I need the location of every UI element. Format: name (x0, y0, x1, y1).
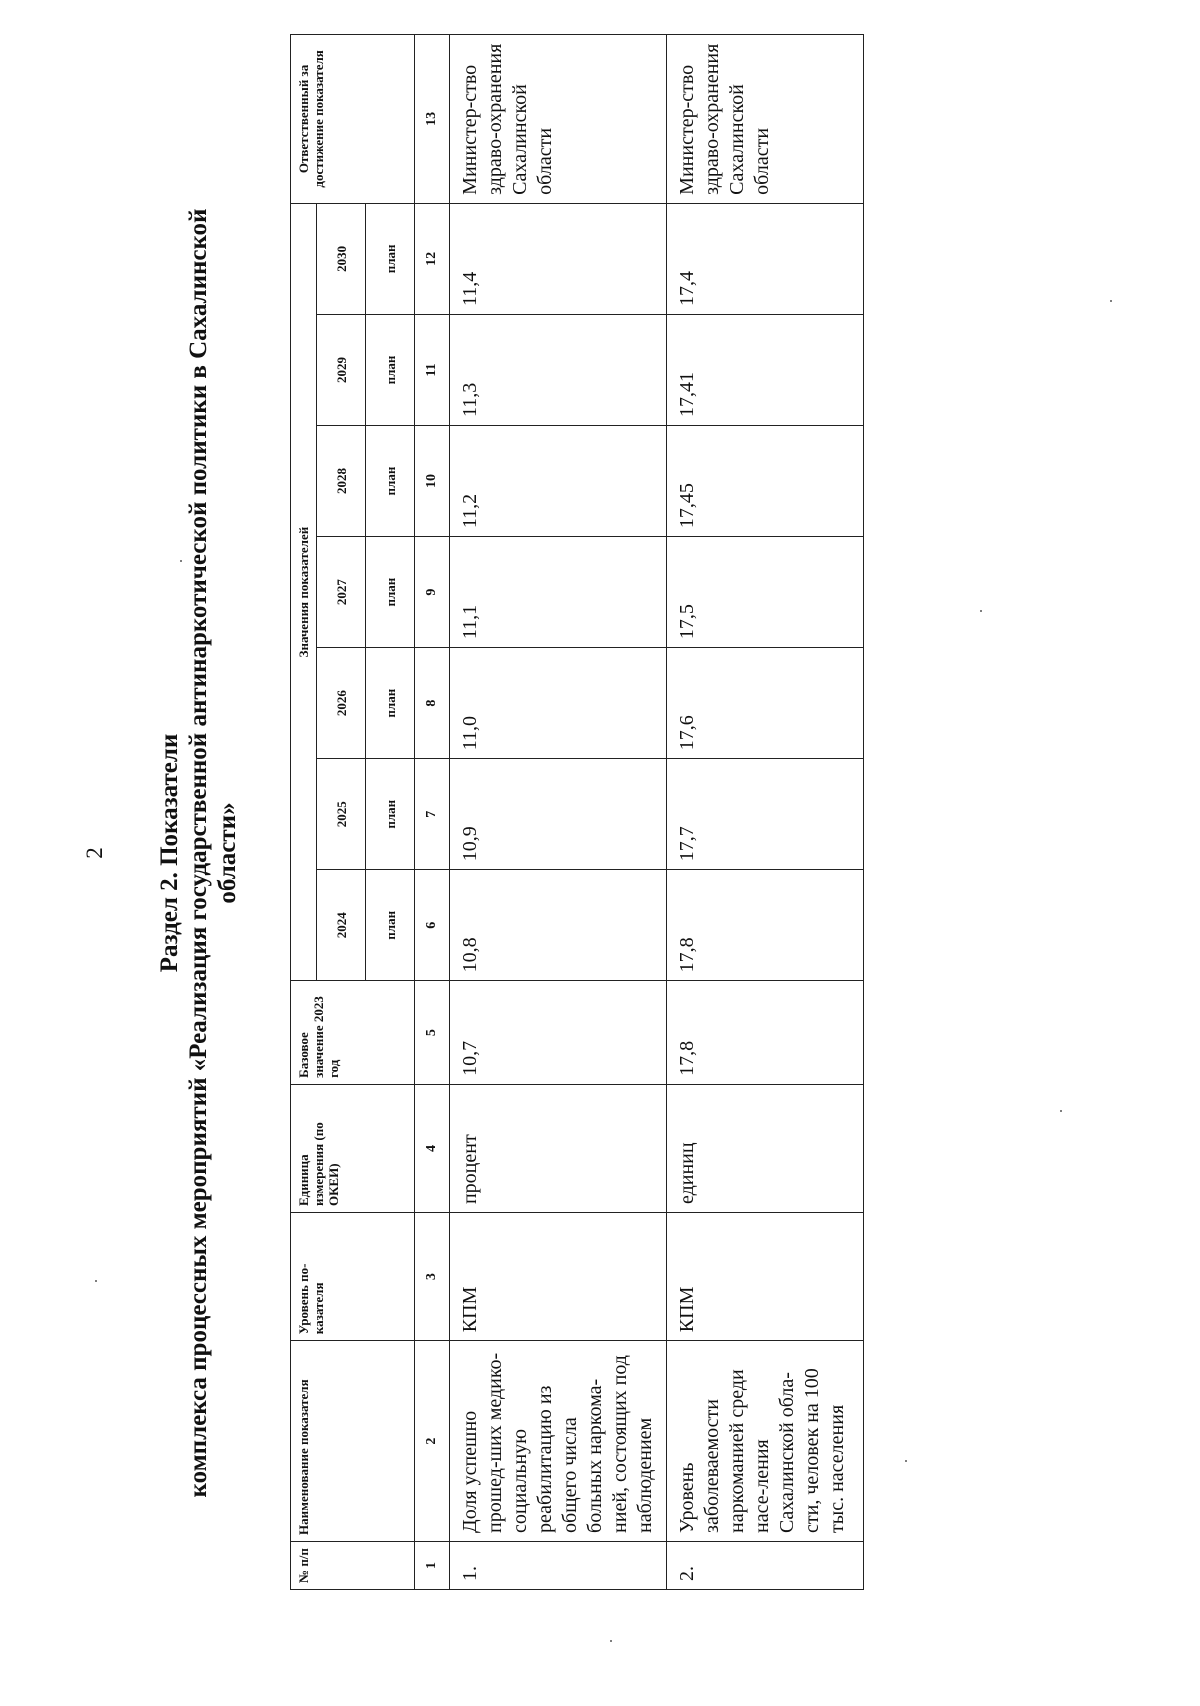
column-number: 4 (415, 1084, 450, 1212)
column-number: 9 (415, 537, 450, 648)
row-name: Уровень заболеваемости наркоманией среди насе-ления Сахалинской обла-сти, человек на 100 тыс. населения (667, 1341, 864, 1542)
plan-label: план (366, 314, 415, 425)
row-num: 2. (667, 1541, 864, 1589)
heading-line-3: области» (214, 802, 241, 904)
year-header: 2026 (317, 648, 366, 759)
plan-label: план (366, 648, 415, 759)
row-value: 17,4 (667, 203, 864, 314)
column-number: 1 (415, 1541, 450, 1589)
header-unit: Единица измерения (по ОКЕИ) (291, 1084, 415, 1212)
year-header: 2027 (317, 537, 366, 648)
scan-speck (1060, 1110, 1062, 1112)
plan-label: план (366, 759, 415, 870)
table-row (450, 35, 667, 1590)
scan-speck (95, 1280, 97, 1282)
row-value: 17,41 (667, 314, 864, 425)
row-value: 17,5 (667, 537, 864, 648)
row-num: 1. (450, 1541, 667, 1589)
header-row (291, 35, 317, 1590)
scan-speck (1110, 300, 1112, 302)
column-number: 11 (415, 314, 450, 425)
row-value: 17,8 (667, 870, 864, 981)
table-row (667, 35, 864, 1590)
column-number: 2 (415, 1341, 450, 1542)
year-header: 2025 (317, 759, 366, 870)
row-value: 17,7 (667, 759, 864, 870)
column-number: 12 (415, 203, 450, 314)
heading-line-1: Раздел 2. Показатели (156, 733, 183, 973)
plan-label: план (366, 426, 415, 537)
year-header: 2030 (317, 203, 366, 314)
page-number: 2 (82, 847, 107, 859)
plan-label: план (366, 870, 415, 981)
row-value: 11,0 (450, 648, 667, 759)
column-number: 8 (415, 648, 450, 759)
heading-line-2: комплекса процессных мероприятий «Реализация государственной антинаркотической политики в Сахалинской (185, 208, 212, 1498)
column-number: 7 (415, 759, 450, 870)
row-value: 11,1 (450, 537, 667, 648)
column-number: 10 (415, 426, 450, 537)
scan-speck (180, 560, 182, 562)
row-name: Доля успешно прошед-ших медико-социальную реабилитацию из общего числа больных наркома-нией, состоящих под наблюдением (450, 1341, 667, 1542)
plan-label: план (366, 537, 415, 648)
row-responsible: Министер-ство здраво-охранения Сахалинской области (450, 35, 667, 204)
section-heading (155, 0, 242, 1706)
row-level: КПМ (450, 1213, 667, 1341)
row-unit: процент (450, 1084, 667, 1212)
row-level: КПМ (667, 1213, 864, 1341)
header-name: Наименование показателя (291, 1341, 415, 1542)
year-header: 2029 (317, 314, 366, 425)
row-base: 17,8 (667, 981, 864, 1085)
column-number: 3 (415, 1213, 450, 1341)
column-number: 6 (415, 870, 450, 981)
row-value: 10,9 (450, 759, 667, 870)
scan-speck (905, 1460, 907, 1462)
column-number-row (415, 35, 450, 1590)
row-unit: единиц (667, 1084, 864, 1212)
column-number: 13 (415, 35, 450, 204)
year-header: 2024 (317, 870, 366, 981)
row-value: 17,45 (667, 426, 864, 537)
row-value: 11,4 (450, 203, 667, 314)
year-header: 2028 (317, 426, 366, 537)
header-level: Уровень по-казателя (291, 1213, 415, 1341)
row-base: 10,7 (450, 981, 667, 1085)
plan-label: план (366, 203, 415, 314)
row-value: 11,2 (450, 426, 667, 537)
scan-speck (980, 610, 982, 612)
header-values: Значения показателей (291, 203, 317, 981)
row-value: 10,8 (450, 870, 667, 981)
header-base: Базовое значение 2023 год (291, 981, 415, 1085)
header-responsible: Ответственный за достижение показателя (291, 35, 415, 204)
row-responsible: Министер-ство здраво-охранения Сахалинской области (667, 35, 864, 204)
row-value: 17,6 (667, 648, 864, 759)
row-value: 11,3 (450, 314, 667, 425)
scan-speck (610, 1640, 612, 1642)
indicators-table (290, 34, 864, 1590)
header-num: № п/п (291, 1541, 415, 1589)
column-number: 5 (415, 981, 450, 1085)
